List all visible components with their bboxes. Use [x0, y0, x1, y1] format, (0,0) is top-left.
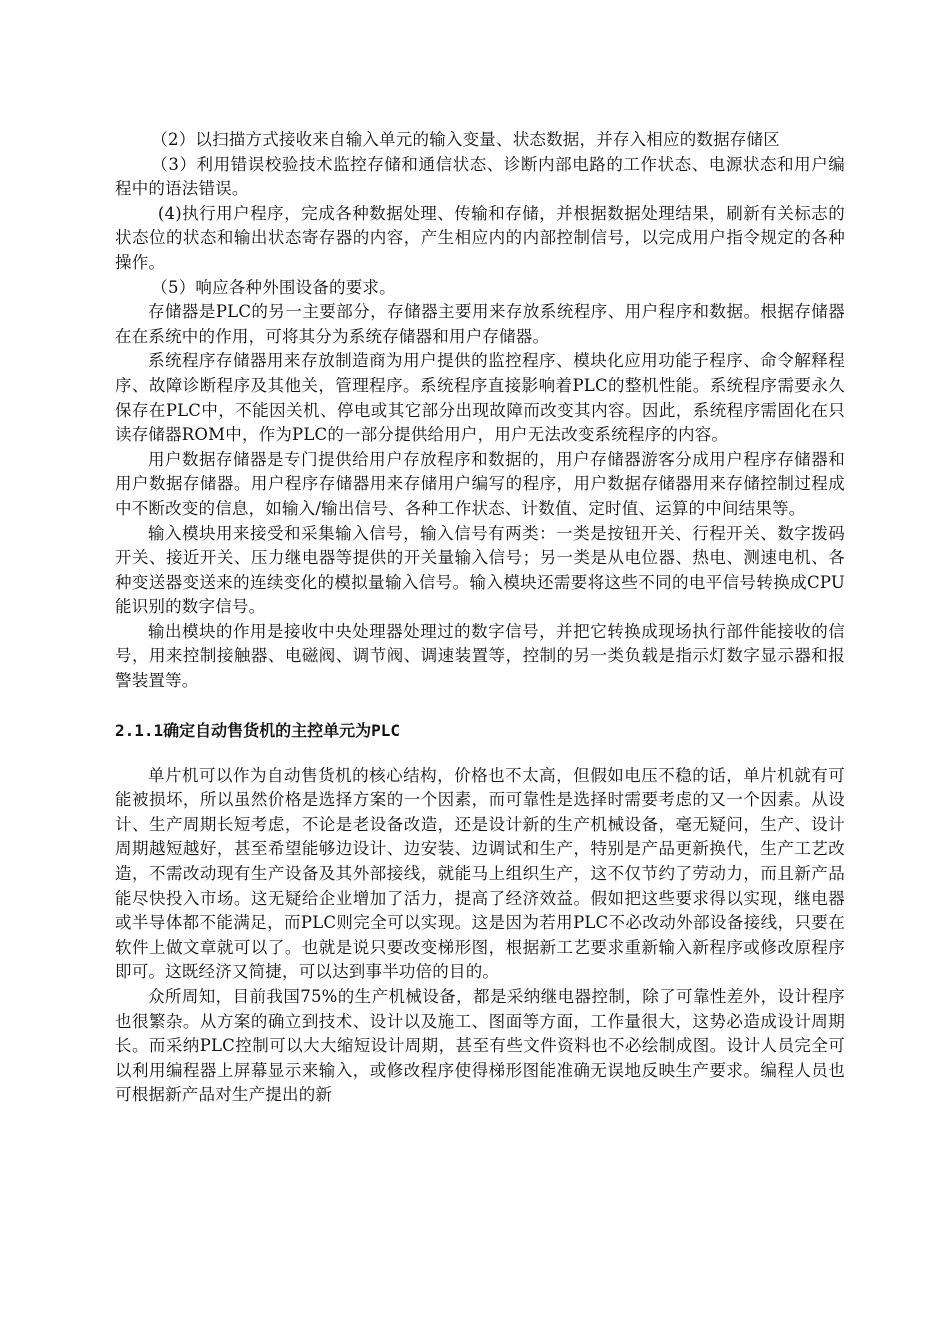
list-item-5: （5）响应各种外围设备的要求。 [151, 277, 396, 297]
list-item-2: （2）以扫描方式接收来自输入单元的输入变量、状态数据，并存入相应的数据存储区 [151, 130, 780, 149]
paragraph-memory: 存储器是PLC的另一主要部分，存储器主要用来存放系统程序、用户程序和数据。根据存储器在在系统中的作用，可将其分为系统存储器和用户存储器。 [115, 302, 845, 346]
list-item-3: （3）利用错误校验技术监控存储和通信状态、诊断内部电路的工作状态、电源状态和用户编程中的语法错误。 [115, 154, 845, 199]
paragraph-output-module: 输出模块的作用是接收中央处理器处理过的数字信号，并把它转换成现场执行部件能接收的信号，用来控制接触器、电磁阀、调节阀、调速装置等，控制的另一类负载是指示灯数字显示器和报警装置等。 [115, 621, 845, 691]
paragraph-system-memory: 系统程序存储器用来存放制造商为用户提供的监控程序、模块化应用功能子程序、命令解释程序、故障诊断程序及其他关，管理程序。系统程序直接影响着PLC的整机性能。系统程序需要永久保存在PLC中，不能因关机、停电或其它部分出现故障而改变其内容。因此，系统程序需固化在只读存储器ROM中，作为PLC的一部分提供给用户，用户无法改变系统程序的内容。 [115, 351, 845, 445]
document-body [115, 128, 845, 1108]
list-item-4: (4)执行用户程序，完成各种数据处理、传输和存储，并根据数据处理结果，刷新有关标志的状态位的状态和输出状态寄存器的内容，产生相应内的内部控制信号，以完成用户指令规定的各种操作。 [115, 203, 845, 272]
paragraph-input-module: 输入模块用来接受和采集输入信号，输入信号有两类：一类是按钮开关、行程开关、数字拨码开关、接近开关、压力继电器等提供的开关量输入信号；另一类是从电位器、热电、测速电机、各种变送器变送来的连续变化的模拟量输入信号。输入模块还需要将这些不同的电平信号转换成CPU能识别的数字信号。 [115, 523, 845, 617]
paragraph-relay-control: 众所周知，目前我国75%的生产机械设备，都是采纳继电器控制，除了可靠性差外，设计程序也很繁杂。从方案的确立到技术、设计以及施工、图面等方面，工作量很大，这势必造成设计周期长。而采纳PLC控制可以大大缩短设计周期，甚至有些文件资料也不必绘制成图。设计人员完全可以利用编程器上屏幕显示来输入，或修改程序使得梯形图能准确无误地反映生产要求。编程人员也可根据新产品对生产提出的新 [115, 987, 845, 1105]
section-heading: 2.1.1确定自动售货机的主控单元为PLC [115, 720, 401, 740]
paragraph-user-memory: 用户数据存储器是专门提供给用户存放程序和数据的，用户存储器游客分成用户程序存储器和用户数据存储器。用户程序存储器用来存储用户编写的程序，用户数据存储器用来存储控制过程成中不断改变的信息，如输入/输出信号、各种工作状态、计数值、定时值、运算的中间结果等。 [115, 449, 845, 518]
paragraph-mcu-vs-plc: 单片机可以作为自动售货机的核心结构，价格也不太高，但假如电压不稳的话，单片机就有可能被损坏，所以虽然价格是选择方案的一个因素，而可靠性是选择时需要考虑的又一个因素。从设计、生产周期长短考虑，不论是老设备改造，还是设计新的生产机械设备，毫无疑问，生产、设计周期越短越好，甚至希望能够边设计、边安装、边调试和生产，特别是产品更新换代，生产工艺改造，不需改动现有生产设备及其外部接线，就能马上组织生产，这不仅节约了劳动力，而且新产品能尽快投入市场。这无疑给企业增加了活力，提高了经济效益。假如把这些要求得以实现，继电器或半导体都不能满足，而PLC则完全可以实现。这是因为若用PLC不必改动外部设备接线，只要在软件上做文章就可以了。也就是说只要改变梯形图，根据新工艺要求重新输入新程序或修改原程序即可。这既经济又简捷，可以达到事半功倍的目的。 [115, 765, 845, 982]
